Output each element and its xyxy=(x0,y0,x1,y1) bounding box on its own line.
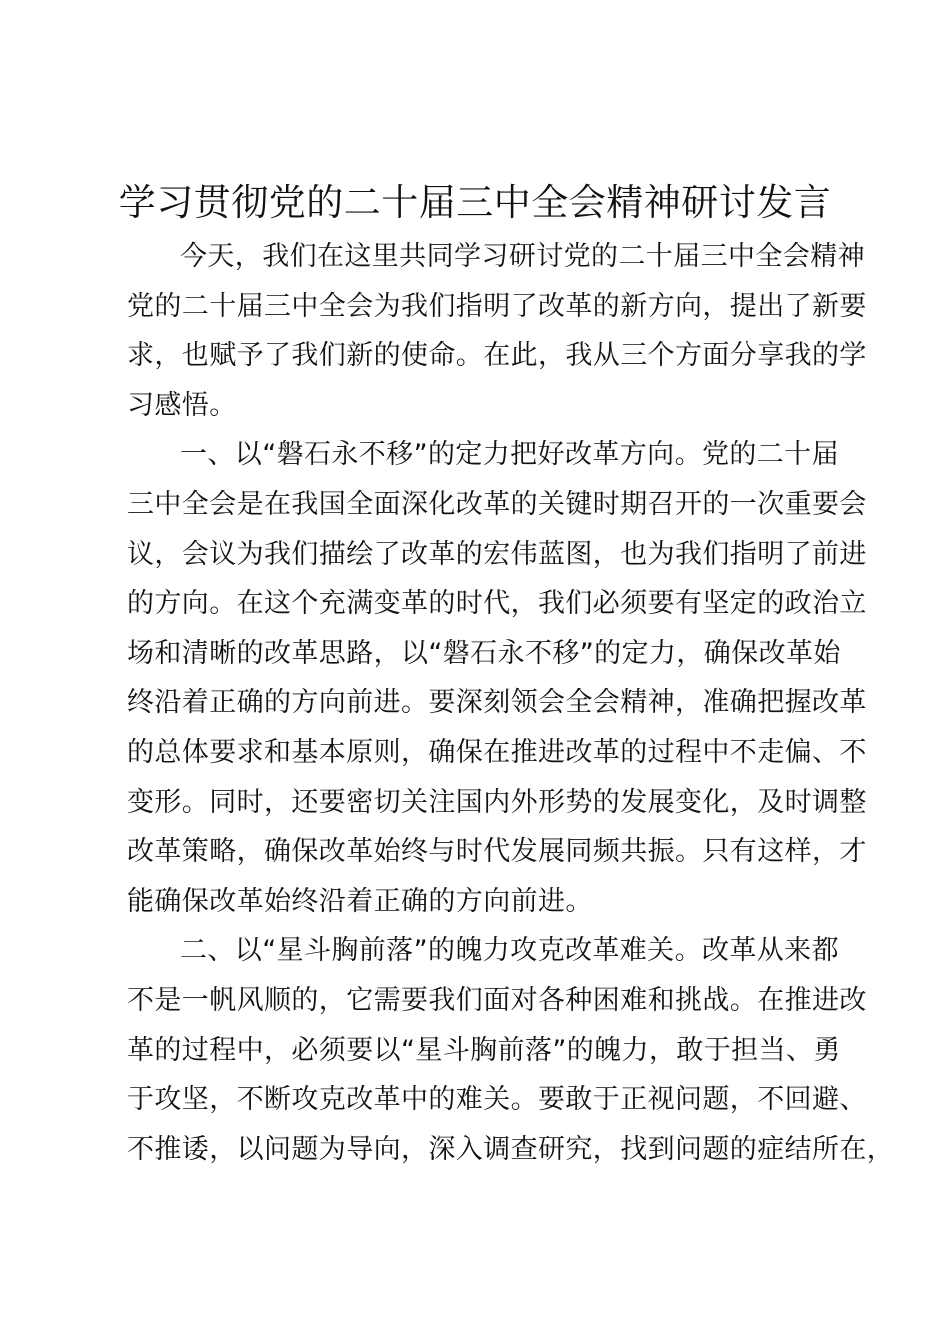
paragraph-line: 的方向。在这个充满变革的时代，我们必须要有坚定的政治立 xyxy=(127,588,867,620)
paragraph-line: 二、以“星斗胸前落”的魄力攻克改革难关。改革从来都 xyxy=(180,935,839,967)
paragraph-line: 能确保改革始终沿着正确的方向前进。 xyxy=(127,885,593,917)
paragraph-line: 不推诿，以问题为导向，深入调查研究，找到问题的症结所在， xyxy=(127,1133,895,1165)
document-body xyxy=(127,232,895,1174)
paragraph-line: 终沿着正确的方向前进。要深刻领会全会精神，准确把握改革 xyxy=(127,687,867,719)
paragraph-line: 习感悟。 xyxy=(127,389,237,421)
paragraph-line: 一、以“磐石永不移”的定力把好改革方向。党的二十届 xyxy=(180,439,839,471)
paragraph-line: 议，会议为我们描绘了改革的宏伟蓝图，也为我们指明了前进 xyxy=(127,538,867,570)
paragraph-line: 的总体要求和基本原则，确保在推进改革的过程中不走偏、不 xyxy=(127,736,867,768)
paragraph-line: 革的过程中，必须要以“星斗胸前落”的魄力，敢于担当、勇 xyxy=(127,1034,841,1066)
paragraph-line: 改革策略，确保改革始终与时代发展同频共振。只有这样，才 xyxy=(127,836,867,868)
paragraph-line: 三中全会是在我国全面深化改革的关键时期召开的一次重要会 xyxy=(127,488,867,520)
paragraph-line: 党的二十届三中全会为我们指明了改革的新方向，提出了新要 xyxy=(127,290,867,322)
paragraph-line: 于攻坚，不断攻克改革中的难关。要敢于正视问题，不回避、 xyxy=(127,1084,867,1116)
paragraph-line: 场和清晰的改革思路，以“磐石永不移”的定力，确保改革始 xyxy=(127,637,841,669)
paragraph-line: 今天，我们在这里共同学习研讨党的二十届三中全会精神 xyxy=(180,241,865,272)
paragraph-line: 不是一帆风顺的，它需要我们面对各种困难和挑战。在推进改 xyxy=(127,984,867,1016)
paragraph-line: 变形。同时，还要密切关注国内外形势的发展变化，及时调整 xyxy=(127,786,867,818)
paragraph-line: 求，也赋予了我们新的使命。在此，我从三个方面分享我的学 xyxy=(127,340,867,372)
document-title: 学习贯彻党的二十届三中全会精神研讨发言 xyxy=(118,181,832,224)
